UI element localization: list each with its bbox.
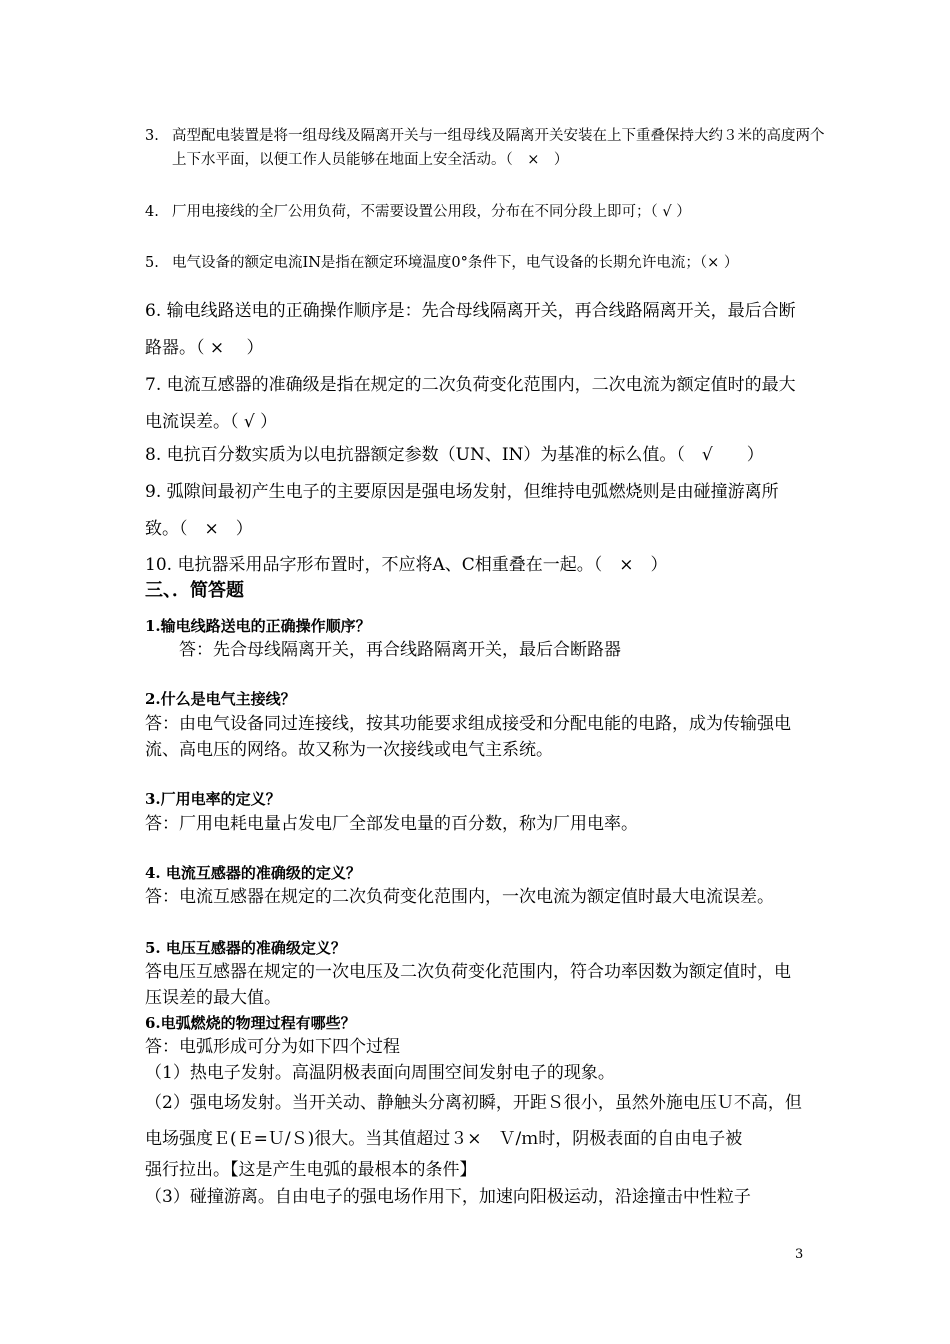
tf-item-7 xyxy=(145,367,807,441)
arc-process-2-cont: 强行拉出。【这是产生电弧的最根本的条件】 xyxy=(145,1160,477,1180)
question-2: 2.什么是电气主接线？ xyxy=(145,690,296,708)
answer-5: 答电压互感器在规定的一次电压及二次负荷变化范围内，符合功率因数为额定值时，电压误差的最大值。 xyxy=(145,962,791,1008)
tf-item-number: 5. xyxy=(145,255,159,271)
tf-item-text: 7. 电流互感器的准确级是指在规定的二次负荷变化范围内，二次电流为额定值时的最大电流误差。（ √ ） xyxy=(145,375,796,432)
tf-item-6 xyxy=(145,293,807,367)
tf-item-text: 10. 电抗器采用品字形布置时，不应将A、C相重叠在一起。（ × ） xyxy=(145,555,668,575)
tf-item-text: 9. 弧隙间最初产生电子的主要原因是强电场发射，但维持电弧燃烧则是由碰撞游离所致。（ × ） xyxy=(145,482,779,539)
tf-item-number: 3. xyxy=(145,128,159,144)
tf-item-8 xyxy=(145,437,807,474)
tf-item-3 xyxy=(145,124,834,172)
answer-4: 答：电流互感器在规定的二次负荷变化范围内，一次电流为额定值时最大电流误差。 xyxy=(145,887,774,907)
question-4: 4. 电流互感器的准确级的定义？ xyxy=(145,864,361,882)
section-title: 三、．简答题 xyxy=(145,580,244,601)
answer-1: 答：先合母线隔离开关，再合线路隔离开关，最后合断路器 xyxy=(145,640,621,660)
tf-item-text: 8. 电抗百分数实质为以电抗器额定参数（UN、IN）为基准的标么值。（ √ ） xyxy=(145,445,764,465)
tf-item-number: 4. xyxy=(145,204,159,220)
answer-3: 答：厂用电耗电量占发电厂全部发电量的百分数，称为厂用电率。 xyxy=(145,814,638,834)
tf-item-text: 6. 输电线路送电的正确操作顺序是：先合母线隔离开关，再合线路隔离开关，最后合断路器。（ × ） xyxy=(145,301,796,358)
tf-item-10 xyxy=(145,552,807,578)
answer-2: 答：由电气设备同过连接线，按其功能要求组成接受和分配电能的电路，成为传输强电流、高电压的网络。故又称为一次接线或电气主系统。 xyxy=(145,714,791,760)
tf-item-4 xyxy=(145,200,834,224)
tf-item-5 xyxy=(145,251,834,275)
arc-process-2: （2）强电场发射。当开关动、静触头分离初瞬，开距Ｓ很小，虽然外施电压Ｕ不高，但电场强度Ｅ(Ｅ=Ｕ/Ｓ)很大。当其值超过３× Ｖ/ｍ时，阴极表面的自由电子被 xyxy=(145,1093,802,1149)
arc-process-1: （1）热电子发射。高温阴极表面向周围空间发射电子的现象。 xyxy=(145,1063,615,1083)
tf-item-text: 高型配电装置是将一组母线及隔离开关与一组母线及隔离开关安装在上下重叠保持大约３米的高度两个上下水平面，以便工作人员能够在地面上安全活动。（ × ） xyxy=(172,128,825,168)
question-3: 3.厂用电率的定义？ xyxy=(145,790,281,808)
tf-item-text: 厂用电接线的全厂公用负荷，不需要设置公用段，分布在不同分段上即可；（ √ ） xyxy=(172,204,691,220)
answer-6: 答：电弧形成可分为如下四个过程 xyxy=(145,1037,400,1057)
page-number: 3 xyxy=(795,1247,804,1262)
tf-item-9 xyxy=(145,474,807,548)
tf-item-text: 电气设备的额定电流IN是指在额定环境温度0°条件下，电气设备的长期允许电流；（× ） xyxy=(172,255,739,271)
question-6: 6.电弧燃烧的物理过程有哪些？ xyxy=(145,1014,356,1032)
question-1: 1.输电线路送电的正确操作顺序？ xyxy=(145,617,371,635)
arc-process-3: （3）碰撞游离。自由电子的强电场作用下，加速向阳极运动，沿途撞击中性粒子 xyxy=(145,1187,751,1207)
question-5: 5. 电压互感器的准确级定义？ xyxy=(145,939,346,957)
